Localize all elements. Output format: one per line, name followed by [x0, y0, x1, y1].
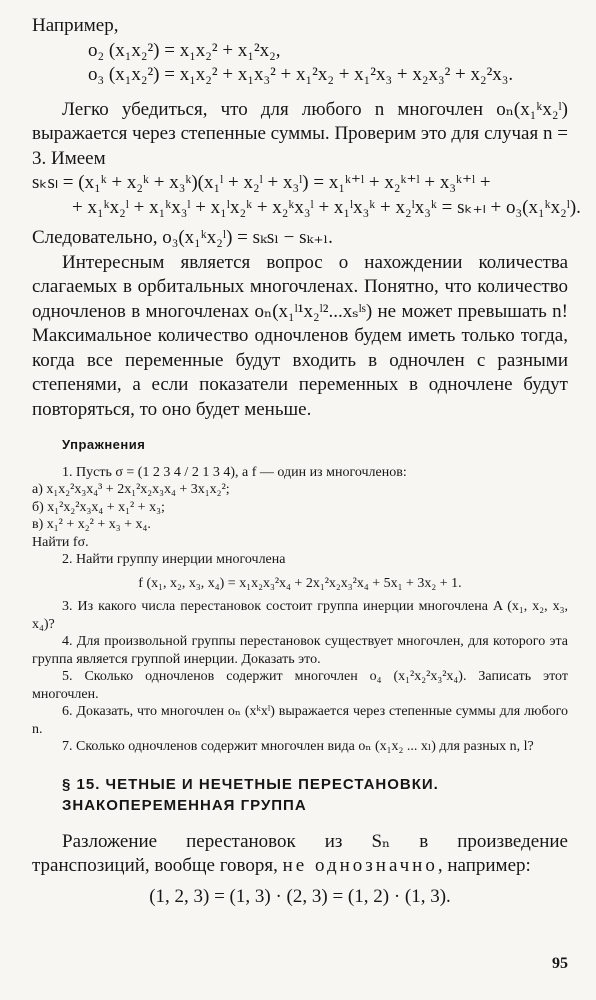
formula-o3: o₃ (x₁x₂²) = x₁x₂² + x₁x₃² + x₁²x₂ + x₁²x₃ + x₂x₃² + x₂²x₃. — [88, 64, 514, 85]
para3-start: Разложение перестановок из Sₙ в произведение транспозиций, вообще говоря, — [32, 830, 568, 876]
sum-formula-line-1: sₖsₗ = (x₁ᵏ + x₂ᵏ + x₃ᵏ)(x₁ˡ + x₂ˡ + x₃ˡ) = x₁ᵏ⁺ˡ + x₂ᵏ⁺ˡ + x₃ᵏ⁺ˡ + — [32, 172, 491, 193]
formula-o2: o₂ (x₁x₂²) = x₁x₂² + x₁²x₂, — [88, 39, 281, 61]
exercise-4: 4. Для произвольной группы перестановок существует многочлен, для которого эта группа является группой инерции. Доказать это. — [32, 634, 568, 667]
exercise-2-formula: f (x₁, x₂, x₃, x₄) = x₁x₂x₃²x₄ + 2x₁²x₂x₃²x₄ + 5x₁ + 3x₂ + 1. — [138, 575, 462, 591]
final-formula: (1, 2, 3) = (1, 3) · (2, 3) = (1, 2) · (1, 3). — [149, 885, 451, 907]
exercise-3: 3. Из какого числа перестановок состоит группа инерции многочлена A (x₁, x₂, x₃, x₄)? — [32, 599, 568, 632]
paragraph-transpositions — [32, 830, 568, 879]
exercise-1: 1. Пусть σ = (1 2 3 4 / 2 1 3 4), а f — один из многочленов: — [62, 464, 407, 480]
page-number: 95 — [552, 955, 568, 972]
exercise-7: 7. Сколько одночленов содержит многочлен вида oₙ (x₁x₂ ... xₗ) для разных n, l? — [62, 739, 534, 754]
paragraph-power-sums: Легко убедиться, что для любого n многочлен oₙ(x₁ᵏx₂ˡ) выражается через степенные суммы. Проверим это для случая n = 3. Имеем — [32, 98, 568, 169]
paragraph-orbital-count: Интересным является вопрос о нахождении количества слагаемых в орбитальных многочленах. Понятно, что количество одночленов в многочленах oₙ(x₁ˡ¹x₂ˡ²...xₛˡˢ) не может превышать n! Максимальное количество одночленов будем иметь только тогда, когда все переменные будут входить в одночлен с разными степенями, а если показатели переменных в одночлене будут повторяться, то оно будет меньше. — [32, 251, 568, 420]
section-heading — [32, 774, 568, 816]
para3-emphasis: не однозначно — [282, 855, 438, 876]
exercises-block — [32, 436, 568, 756]
section-title-line-2: ЗНАКОПЕРЕМЕННАЯ ГРУППА — [62, 796, 307, 814]
sum-formula-line-2: + x₁ᵏx₂ˡ + x₁ᵏx₃ˡ + x₁ˡx₂ᵏ + x₂ᵏx₃ˡ + x₁ˡx₃ᵏ + x₂ˡx₃ᵏ = sₖ₊ₗ + o₃(x₁ᵏx₂ˡ). — [72, 196, 581, 218]
exercise-1-item-c: в) x₁² + x₂² + x₃ + x₄. — [32, 517, 151, 532]
intro-formulas — [32, 39, 568, 88]
exercise-1-item-b: б) x₁²x₂²x₃x₄ + x₁² + x₃; — [32, 499, 165, 515]
exercise-1-task: Найти fσ. — [32, 534, 89, 550]
consequence-line: Следовательно, o₃(x₁ᵏx₂ˡ) = sₖsₗ − sₖ₊ₗ. — [32, 227, 333, 248]
sum-formula — [32, 171, 581, 220]
intro-lead: Например, — [32, 15, 119, 36]
book-page — [32, 14, 581, 909]
exercise-2: 2. Найти группу инерции многочлена — [62, 552, 286, 567]
para3-end: , например: — [437, 855, 531, 876]
exercise-1-item-a: а) x₁x₂²x₃x₄³ + 2x₁²x₂x₃x₄ + 3x₁x₂²; — [32, 482, 230, 497]
exercise-1-items — [32, 481, 568, 551]
intro-block — [32, 14, 568, 88]
exercises-heading: Упражнения — [62, 437, 146, 452]
section-title-line-1: § 15. ЧЕТНЫЕ И НЕЧЕТНЫЕ ПЕРЕСТАНОВКИ. — [62, 775, 439, 793]
exercise-5: 5. Сколько одночленов содержит многочлен o₄ (x₁²x₂²x₃²x₄). Записать этот многочлен. — [32, 669, 568, 702]
exercise-6: 6. Доказать, что многочлен oₙ (xᵏxˡ) выражается через степенные суммы для любого n. — [32, 704, 568, 737]
